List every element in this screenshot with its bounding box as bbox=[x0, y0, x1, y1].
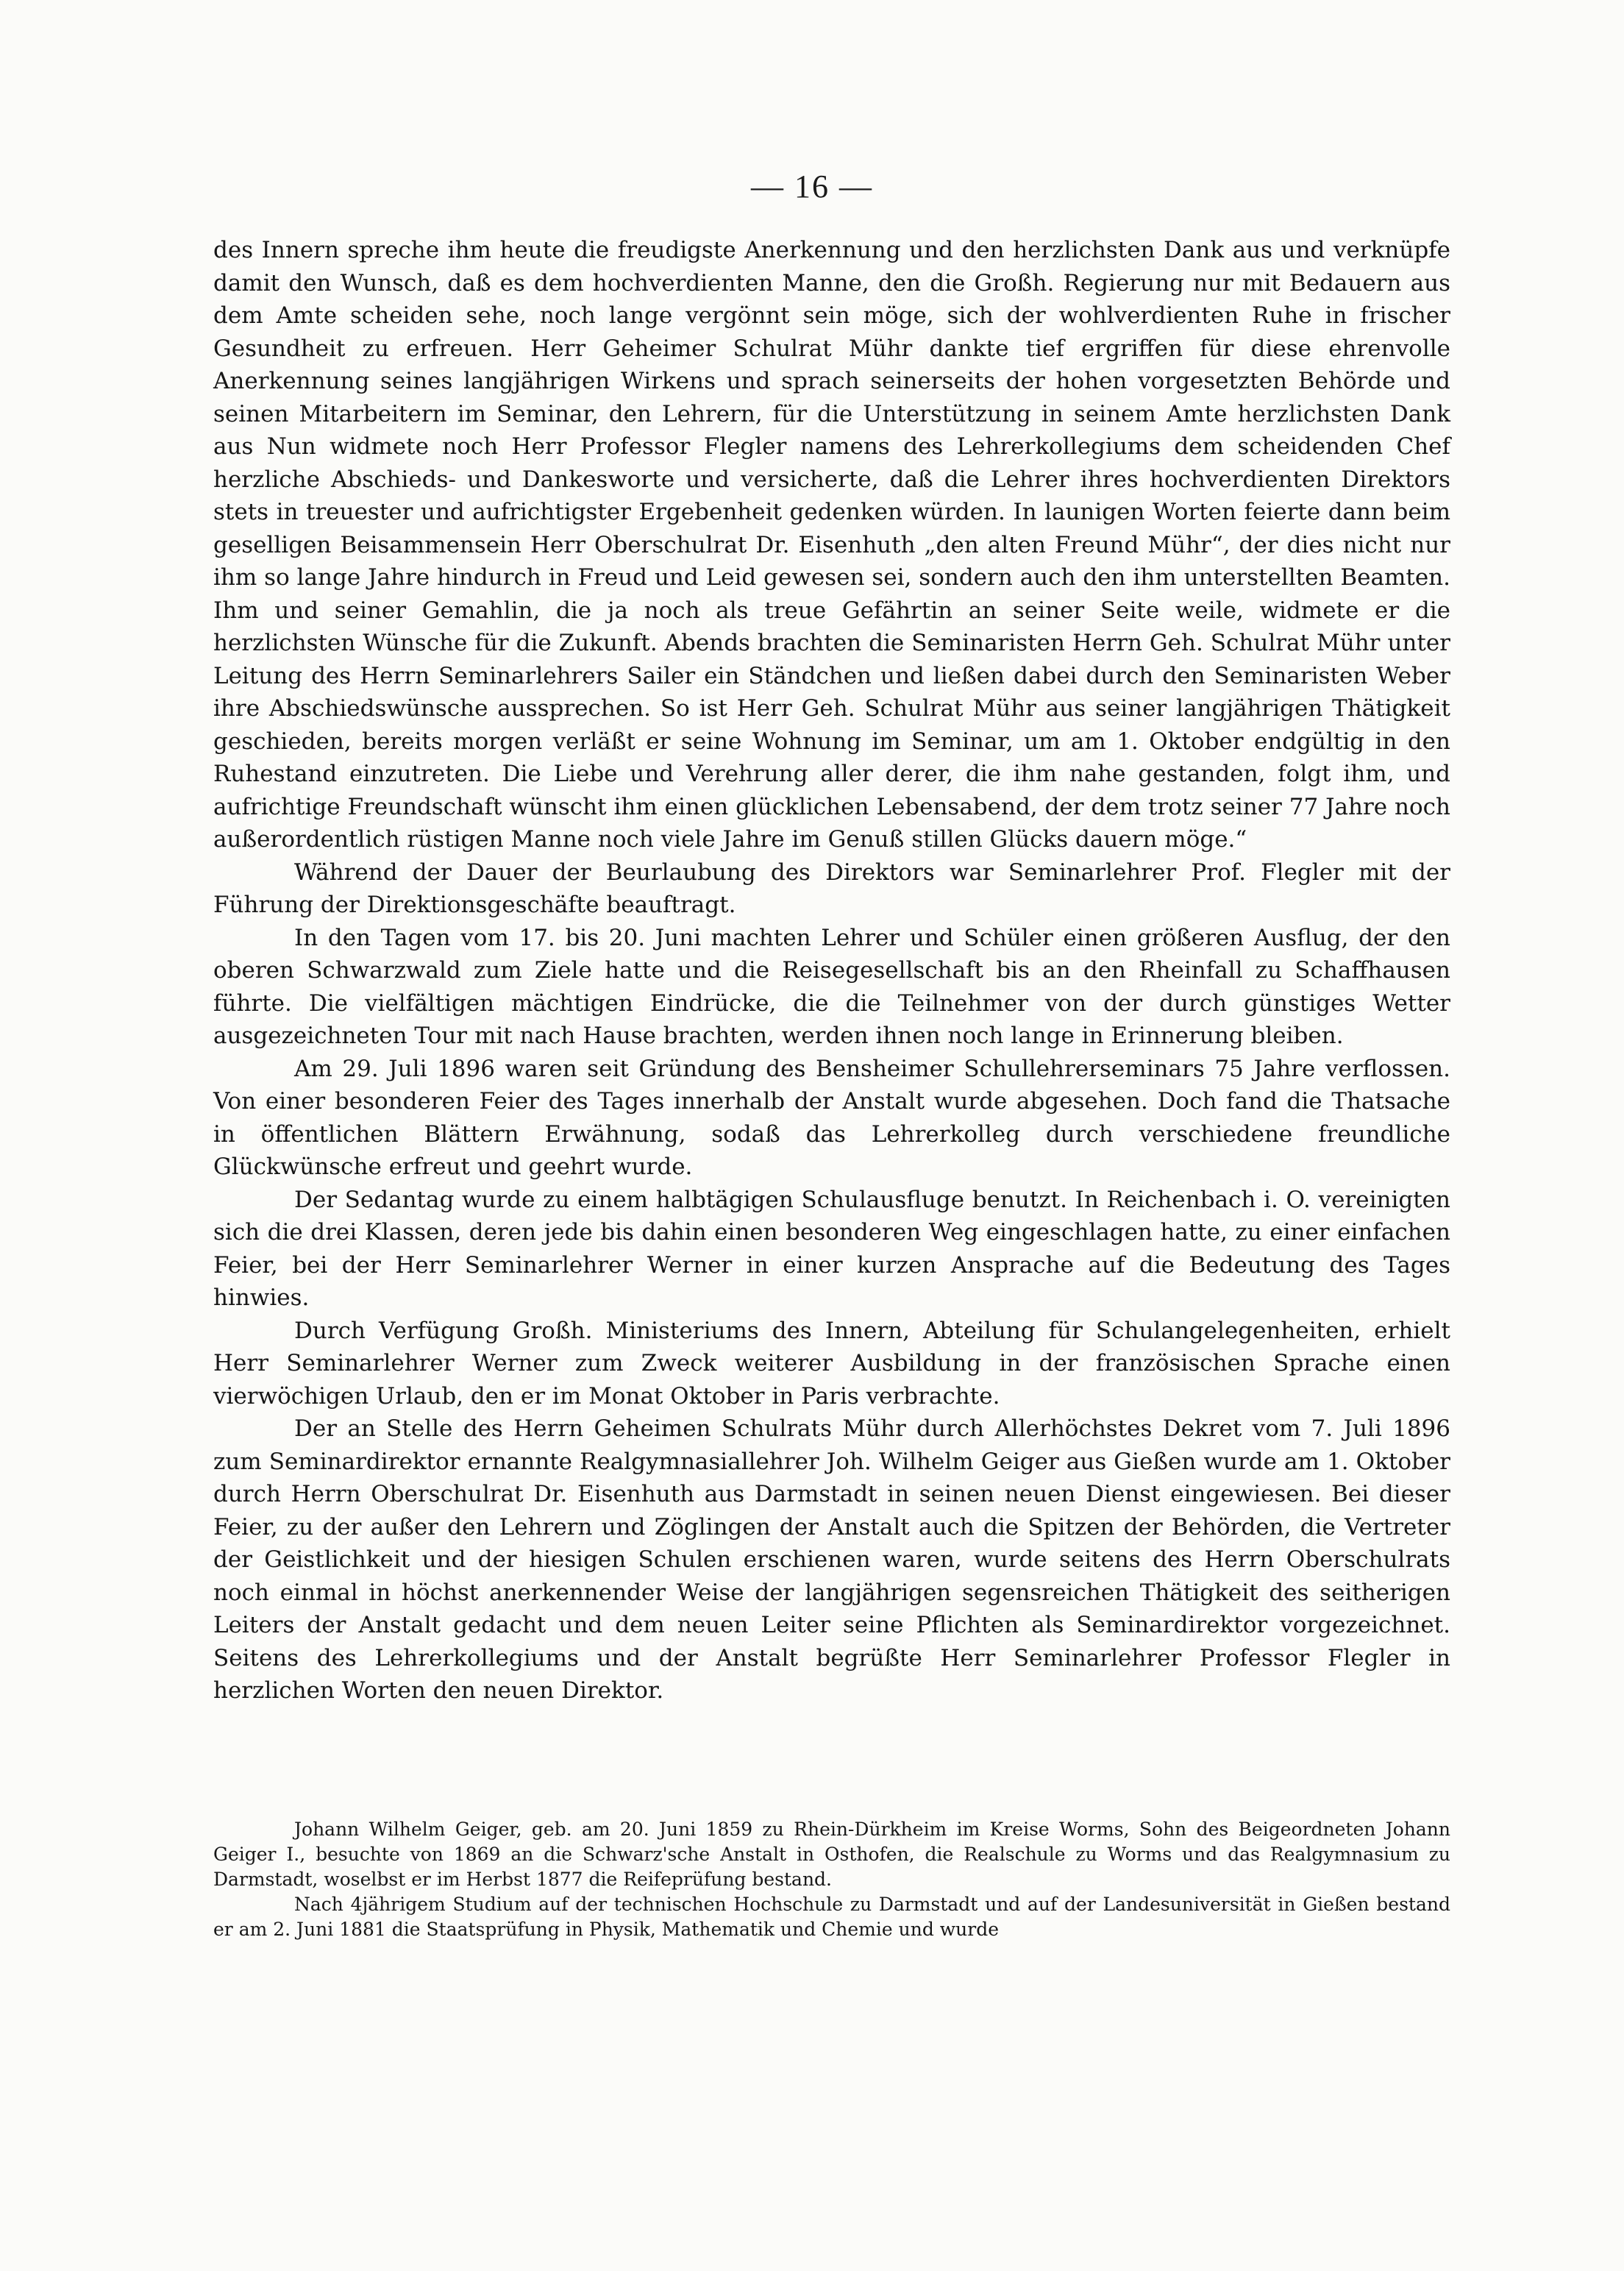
footnote-studies: Nach 4jährigem Studium auf der technischen Hochschule zu Darmstadt und auf der Landesuniversität in Gießen bestand er am 2. Juni 1881 die Staatsprüfung in Physik, Mathematik und Chemie und wurde bbox=[213, 1894, 1450, 1940]
footnote-biography: Johann Wilhelm Geiger, geb. am 20. Juni 1859 zu Rhein-Dürkheim im Kreise Worms, Sohn des Beigeordneten Johann Geiger I., besuchte von 1869 an die Schwarz'sche Anstalt in Osthofen, die Realschule zu Worms und das Realgymnasium zu Darmstadt, woselbst er im Herbst 1877 die Reifeprüfung bestand. bbox=[213, 1819, 1450, 1890]
paragraph-paris-leave: Durch Verfügung Großh. Ministeriums des Innern, Abteilung für Schulangelegenheiten, erhielt Herr Seminarlehrer Werner zum Zweck weiterer Ausbildung in der französischen Sprache einen vierwöchigen Urlaub, den er im Monat Oktober in Paris verbrachte. bbox=[213, 1317, 1450, 1410]
paragraph-direction-leave: Während der Dauer der Beurlaubung des Direktors war Seminarlehrer Prof. Flegler mit der Führung der Direktionsgeschäfte beauftragt. bbox=[213, 859, 1450, 918]
body-text bbox=[213, 234, 1450, 1707]
paragraph-anniversary: Am 29. Juli 1896 waren seit Gründung des Bensheimer Schullehrerseminars 75 Jahre verflossen. Von einer besonderen Feier des Tages innerhalb der Anstalt wurde abgesehen. Doch fand die Thatsache in öffentlichen Blättern Erwähnung, sodaß das Lehrerkolleg durch verschiedene freundliche Glückwünsche erfreut und geehrt wurde. bbox=[213, 1055, 1450, 1180]
paragraph-new-director: Der an Stelle des Herrn Geheimen Schulrats Mühr durch Allerhöchstes Dekret vom 7. Juli 1896 zum Seminardirektor ernannte Realgymnasiallehrer Joh. Wilhelm Geiger aus Gießen wurde am 1. Oktober durch Herrn Oberschulrat Dr. Eisenhuth aus Darmstadt in seinen neuen Dienst eingewiesen. Bei dieser Feier, zu der außer den Lehrern und Zöglingen der Anstalt auch die Spitzen der Behörden, die Vertreter der Geistlichkeit und der hiesigen Schulen erschienen waren, wurde seitens des Herrn Oberschulrats noch einmal in höchst anerkennender Weise der langjährigen segensreichen Thätigkeit des seitherigen Leiters der Anstalt gedacht und dem neuen Leiter seine Pflichten als Seminardirektor vorgezeichnet. Seitens des Lehrerkollegiums und der Anstalt begrüßte Herr Seminarlehrer Professor Flegler in herzlichen Worten den neuen Direktor. bbox=[213, 1415, 1450, 1704]
paragraph-sedantag: Der Sedantag wurde zu einem halbtägigen Schulausfluge benutzt. In Reichenbach i. O. vereinigten sich die drei Klassen, deren jede bis dahin einen besonderen Weg eingeschlagen hatte, zu einer einfachen Feier, bei der Herr Seminarlehrer Werner in einer kurzen Ansprache auf die Bedeutung des Tages hinwies. bbox=[213, 1186, 1450, 1311]
footnote bbox=[213, 1817, 1450, 1942]
paragraph-excursion: In den Tagen vom 17. bis 20. Juni machten Lehrer und Schüler einen größeren Ausflug, der den oberen Schwarzwald zum Ziele hatte und die Reisegesellschaft bis an den Rheinfall zu Schaffhausen führte. Die vielfältigen mächtigen Eindrücke, die die Teilnehmer von der durch günstiges Wetter ausgezeichneten Tour mit nach Hause brachten, werden ihnen noch lange in Erinnerung bleiben. bbox=[213, 924, 1450, 1049]
page-number: — 16 — bbox=[751, 168, 873, 205]
paragraph-continuation: des Innern spreche ihm heute die freudigste Anerkennung und den herzlichsten Dank aus und verknüpfe damit den Wunsch, daß es dem hochverdienten Manne, den die Großh. Regierung nur mit Bedauern aus dem Amte scheiden sehe, noch lange vergönnt sein möge, sich der wohlverdienten Ruhe in frischer Gesundheit zu erfreuen. Herr Geheimer Schulrat Mühr dankte tief ergriffen für diese ehrenvolle Anerkennung seines langjährigen Wirkens und sprach seinerseits der hohen vorgesetzten Behörde und seinen Mitarbeitern im Seminar, den Lehrern, für die Unterstützung in seinem Amte herzlichsten Dank aus Nun widmete noch Herr Professor Flegler namens des Lehrerkollegiums dem scheidenden Chef herzliche Abschieds- und Dankesworte und versicherte, daß die Lehrer ihres hochverdienten Direktors stets in treuester und aufrichtigster Ergebenheit gedenken würden. In launigen Worten feierte dann beim geselligen Beisammensein Herr Oberschulrat Dr. Eisenhuth „den alten Freund Mühr“, der dies nicht nur ihm so lange Jahre hindurch in Freud und Leid gewesen sei, sondern auch den ihm unterstellten Beamten. Ihm und seiner Gemahlin, die ja noch als treue Gefährtin an seiner Seite weile, widmete er die herzlichsten Wünsche für die Zukunft. Abends brachten die Seminaristen Herrn Geh. Schulrat Mühr unter Leitung des Herrn Seminarlehrers Sailer ein Ständchen und ließen dabei durch den Seminaristen Weber ihre Abschiedswünsche aussprechen. So ist Herr Geh. Schulrat Mühr aus seiner langjährigen Thätigkeit geschieden, bereits morgen verläßt er seine Wohnung im Seminar, um am 1. Oktober endgültig in den Ruhestand einzutreten. Die Liebe und Verehrung aller derer, die ihm nahe gestanden, folgt ihm, und aufrichtige Freundschaft wünscht ihm einen glücklichen Lebensabend, der dem trotz seiner 77 Jahre noch außerordentlich rüstigen Manne noch viele Jahre im Genuß stillen Glücks dauern möge.“ bbox=[213, 237, 1450, 853]
